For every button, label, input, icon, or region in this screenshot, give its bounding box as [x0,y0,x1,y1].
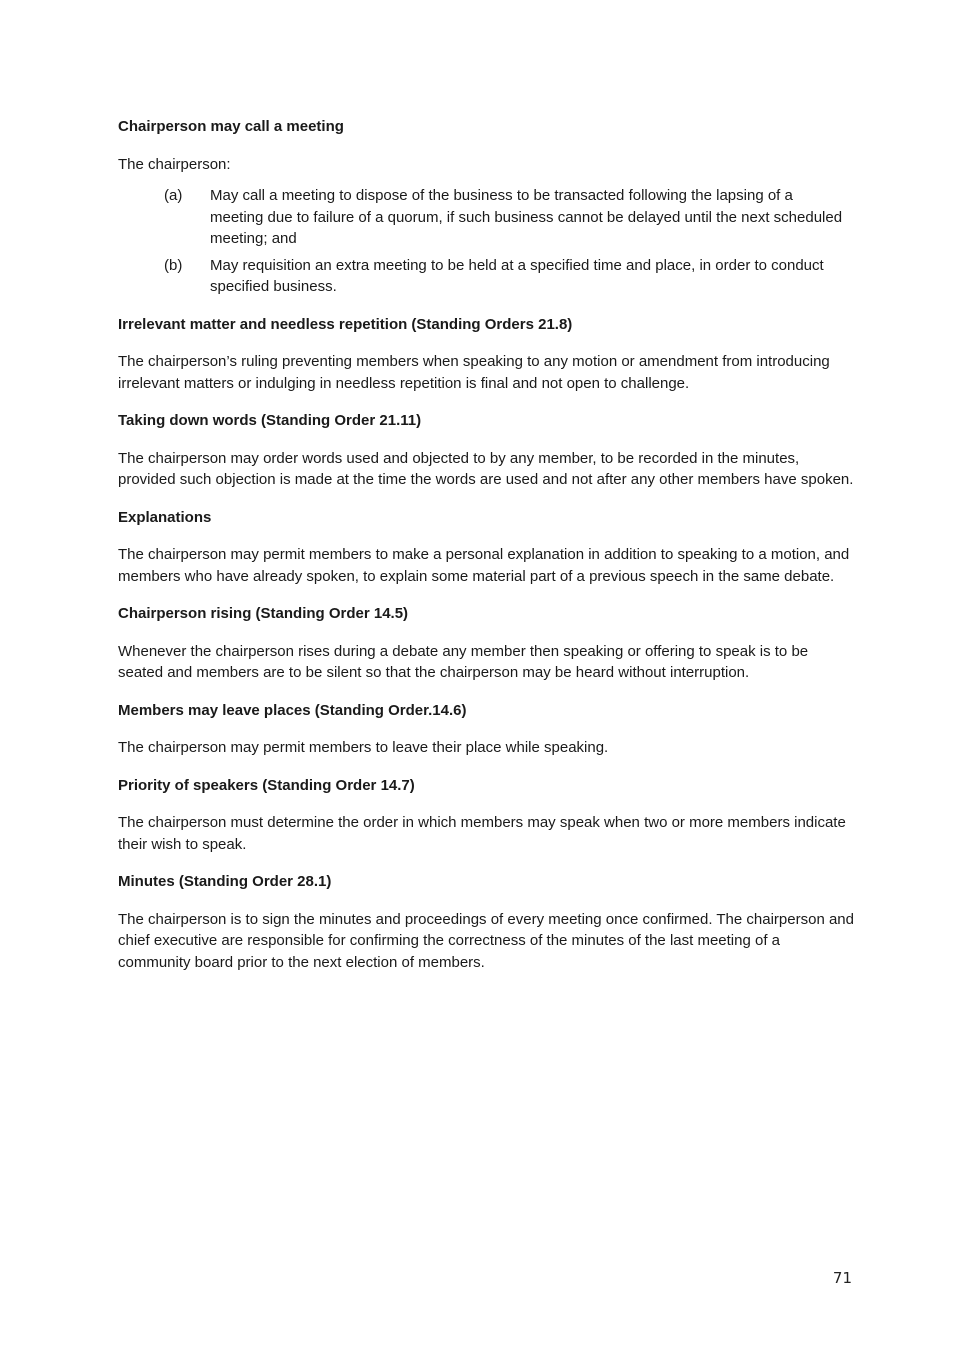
section-intro: The chairperson: [118,155,231,173]
list-item [118,255,854,298]
section-chairperson-rising [118,603,854,684]
list-item-text: May requisition an extra meeting to be held at a specified time and place, in order to conduct specified business. [210,256,824,295]
section-heading: Members may leave places (Standing Order.14.6) [118,701,467,719]
section-heading: Irrelevant matter and needless repetition (Standing Orders 21.8) [118,315,573,333]
list-marker: (a) [164,187,183,204]
section-heading: Minutes (Standing Order 28.1) [118,873,332,890]
section-heading: Priority of speakers (Standing Order 14.7) [118,776,415,794]
powers-list [118,185,854,298]
list-item-text: May call a meeting to dispose of the business to be transacted following the lapsing of a meeting due to failure of a quorum, if such business cannot be delayed until the next scheduled meeting; and [210,187,843,247]
section-heading: Chairperson rising (Standing Order 14.5) [118,605,409,622]
section-body: The chairperson may permit members to make a personal explanation in addition to speaking to a motion, and members who have already spoken, to explain some material part of a previous speech in the same debate. [118,546,850,585]
section-body: The chairperson’s ruling preventing members when speaking to any motion or amendment from introducing irrelevant matters or indulging in needless repetition is final and not open to challenge. [118,353,830,392]
section-priority-speakers [118,775,854,856]
page-number: 71 [832,1269,852,1287]
section-irrelevant-matter [118,314,854,395]
section-members-leave-places [118,700,854,759]
document-page [118,116,854,989]
section-heading: Taking down words (Standing Order 21.11) [118,412,422,429]
section-call-meeting [118,116,854,298]
section-body: The chairperson is to sign the minutes and proceedings of every meeting once confirmed. The chairperson and chief executive are responsible for confirming the correctness of the minutes of the last meeting of a community board prior to the next election of members. [118,910,854,971]
list-item [118,185,854,250]
list-marker: (b) [164,256,183,274]
section-body: The chairperson may order words used and objected to by any member, to be recorded in the minutes, provided such objection is made at the time the words are used and not after any other members have spoken. [118,449,854,488]
section-heading: Chairperson may call a meeting [118,118,344,135]
section-body: The chairperson must determine the order in which members may speak when two or more members indicate their wish to speak. [118,814,846,853]
section-explanations [118,507,854,588]
section-minutes [118,871,854,973]
section-heading: Explanations [118,508,212,526]
section-body: Whenever the chairperson rises during a debate any member then speaking or offering to speak is to be seated and members are to be silent so that the chairperson may be heard without interruption. [118,642,809,681]
section-taking-down-words [118,410,854,491]
section-body: The chairperson may permit members to leave their place while speaking. [118,739,609,756]
